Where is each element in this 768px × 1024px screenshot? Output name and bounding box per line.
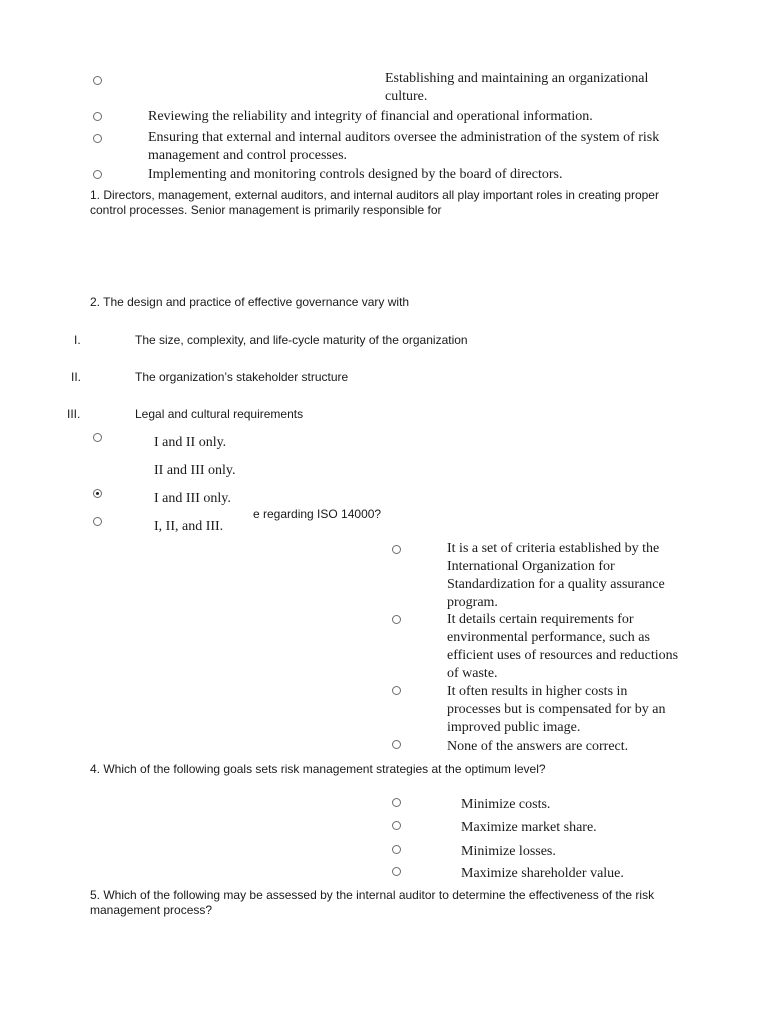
q3-option-b-radio[interactable] <box>392 615 401 624</box>
q2-item-2: The organization’s stakeholder structure <box>135 370 349 384</box>
q3-option-b-text: It details certain requirements for environmental performance, such as efficient uses of resources and reductions of waste. <box>447 612 679 681</box>
q1-option-d-radio[interactable] <box>93 170 102 179</box>
q2-option-c-text: I and III only. <box>154 491 231 506</box>
q2-numeral-1: I. <box>74 333 81 347</box>
q1-option-a-text: Establishing and maintaining an organizational culture. <box>385 71 649 104</box>
q5-question: 5. Which of the following may be assessed by the internal auditor to determine the effectiveness of the risk management process? <box>90 888 655 917</box>
q3-option-d-text: None of the answers are correct. <box>447 739 629 754</box>
q2-numeral-3: III. <box>67 407 81 421</box>
q4-option-a-text: Minimize costs. <box>461 797 551 812</box>
q1-option-c-radio[interactable] <box>93 134 102 143</box>
q4-question: 4. Which of the following goals sets risk management strategies at the optimum level? <box>90 762 546 776</box>
q2-option-d-radio[interactable] <box>93 517 102 526</box>
q1-option-a-radio[interactable] <box>93 76 102 85</box>
q1-option-d-text: Implementing and monitoring controls designed by the board of directors. <box>148 167 563 182</box>
q4-option-d-radio[interactable] <box>392 867 401 876</box>
q1-option-c-text: Ensuring that external and internal auditors oversee the administration of the system of risk management and control processes. <box>148 130 660 163</box>
q4-option-a-radio[interactable] <box>392 798 401 807</box>
q3-option-a-text: It is a set of criteria established by the International Organization for Standardization for a quality assurance program. <box>447 541 665 610</box>
q4-option-c-text: Minimize losses. <box>461 844 556 859</box>
q3-option-c-radio[interactable] <box>392 686 401 695</box>
q3-question-fragment: e regarding ISO 14000? <box>253 507 382 521</box>
q3-option-d-radio[interactable] <box>392 740 401 749</box>
q2-option-b-text: II and III only. <box>154 463 236 478</box>
q1-option-b-text: Reviewing the reliability and integrity of financial and operational information. <box>148 109 593 124</box>
q2-option-a-text: I and II only. <box>154 435 227 450</box>
q2-option-c-radio-selected[interactable] <box>93 489 102 498</box>
q1-question: 1. Directors, management, external auditors, and internal auditors all play important roles in creating proper control processes. Senior management is primarily responsible for <box>90 188 659 217</box>
q2-item-1: The size, complexity, and life-cycle maturity of the organization <box>135 333 468 347</box>
q1-option-b-radio[interactable] <box>93 112 102 121</box>
q3-option-a-radio[interactable] <box>392 545 401 554</box>
q2-option-a-radio[interactable] <box>93 433 102 442</box>
q2-option-d-text: I, II, and III. <box>154 519 224 534</box>
q2-item-3: Legal and cultural requirements <box>135 407 304 421</box>
q4-option-c-radio[interactable] <box>392 845 401 854</box>
q4-option-b-text: Maximize market share. <box>461 820 597 835</box>
q2-question: 2. The design and practice of effective governance vary with <box>90 295 410 309</box>
q4-option-b-radio[interactable] <box>392 821 401 830</box>
q2-numeral-2: II. <box>71 370 82 384</box>
q3-option-c-text: It often results in higher costs in processes but is compensated for by an improved public image. <box>447 684 666 735</box>
q4-option-d-text: Maximize shareholder value. <box>461 866 624 881</box>
